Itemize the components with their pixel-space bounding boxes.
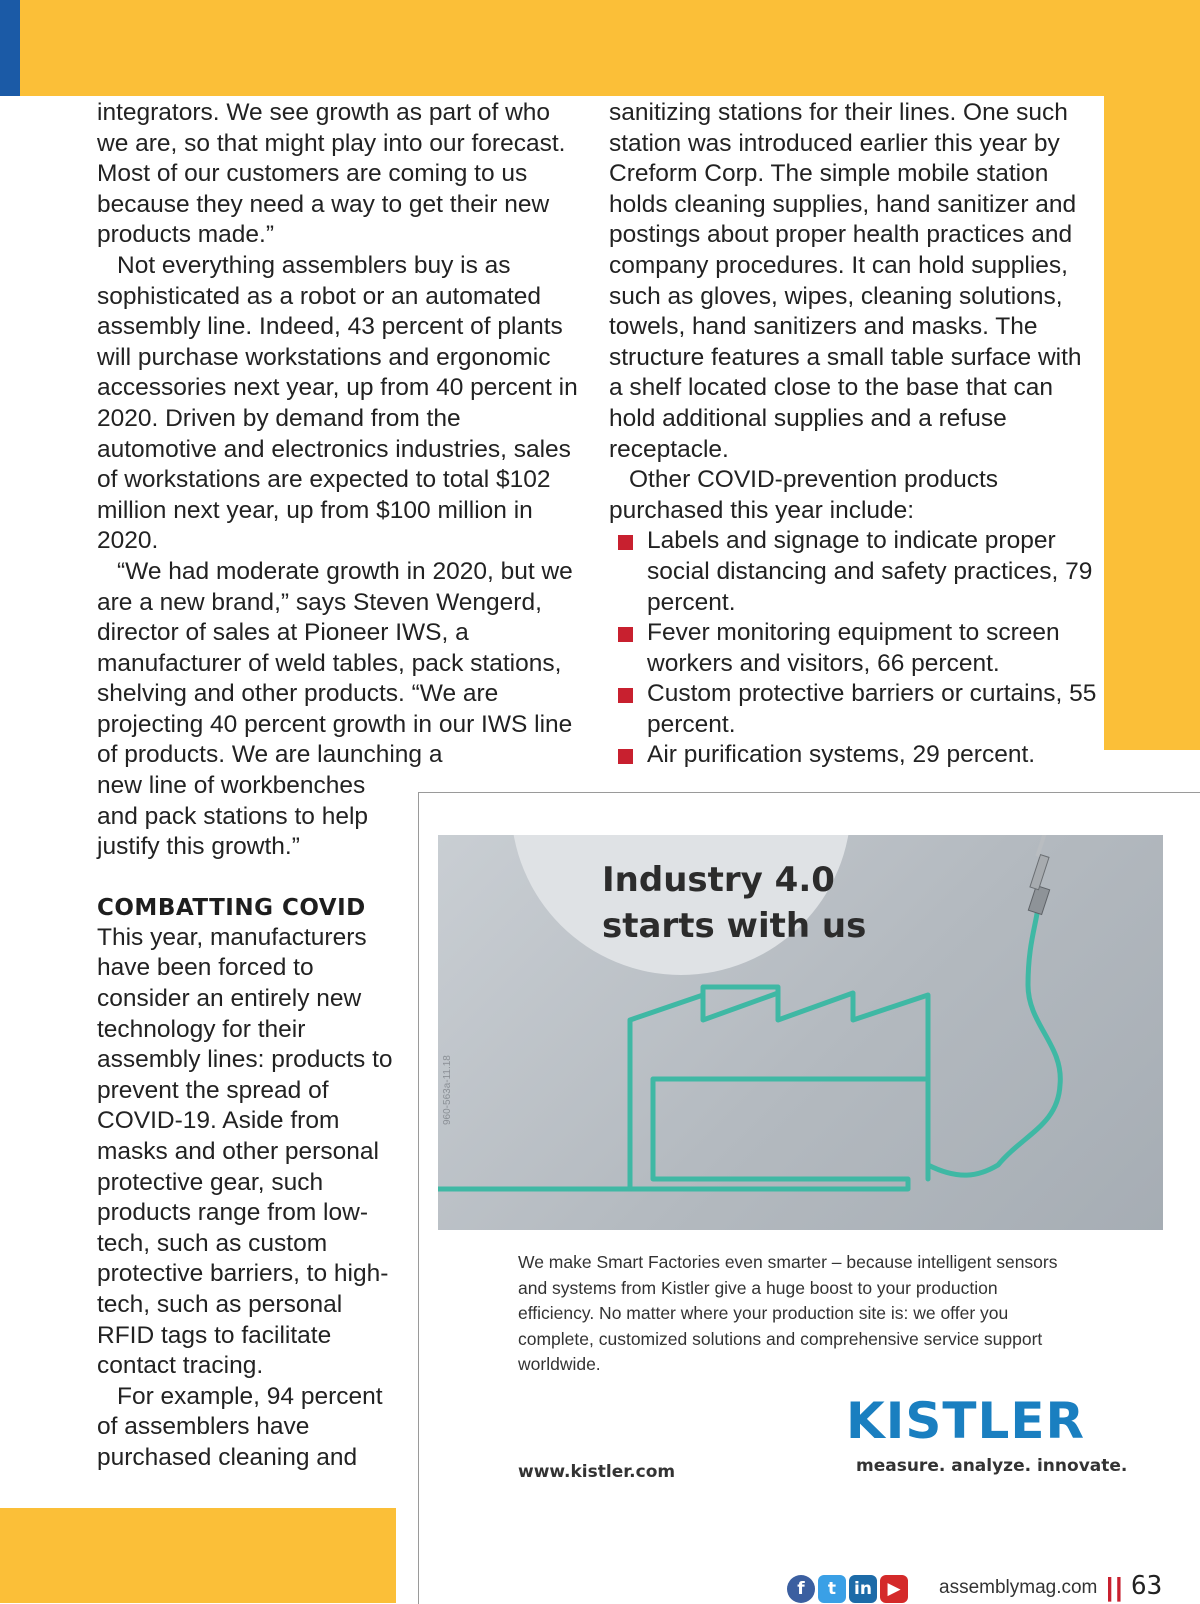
kistler-tagline: measure. analyze. innovate. — [856, 1456, 1128, 1476]
list-item: Custom protective barriers or curtains, 55 percent. — [609, 679, 1099, 740]
article-right-column — [609, 98, 1099, 771]
bullet-list — [609, 526, 1099, 771]
factory-sensor-cable-illustration — [438, 835, 1163, 1230]
youtube-icon[interactable]: ▶ — [880, 1575, 908, 1603]
top-yellow-band — [0, 0, 1200, 96]
ad-copy: We make Smart Factories even smarter – because intelligent sensors and systems from Kistler give a huge boost to your production efficiency. No matter where your production site is: we offer you complete, customized solutions and comprehensive service support worldwide. — [518, 1252, 1058, 1374]
paragraph: Not everything assemblers buy is as sophisticated as a robot or an automated assembly line. Indeed, 43 percent of plants will purchase workstations and ergonomic accessories next year, up from 40 percent in 2020. Driven by demand from the automotive and electronics industries, sales of workstations are expected to total $102 million next year, up from $100 million in 2020. — [97, 251, 578, 555]
section-heading: COMBATTING COVID — [97, 894, 366, 921]
paragraph: sanitizing stations for their lines. One such station was introduced earlier this year by Creform Corp. The simple mobile station holds cleaning supplies, hand sanitizer and postings about proper health practices and company procedures. It can hold supplies, such as gloves, wipes, cleaning solutions, towels, hand sanitizers and masks. The structure features a small table surface with a shelf located close to the base that can hold additional supplies and a refuse receptacle. — [609, 99, 1082, 463]
twitter-icon[interactable]: t — [818, 1575, 846, 1603]
paragraph: integrators. We see growth as part of who we are, so that might play into our forecast. Most of our customers are coming to us because they need a way to get their new products made.” — [97, 99, 566, 249]
social-icons — [787, 1575, 908, 1603]
paragraph: Other COVID-prevention products purchased this year include: — [609, 466, 999, 524]
footer-separator: || — [1106, 1572, 1125, 1602]
site-link[interactable]: assemblymag.com — [939, 1577, 1098, 1598]
kistler-logo[interactable]: KISTLER — [846, 1392, 1085, 1450]
sensor-probe — [1028, 835, 1049, 915]
bullet-square-icon — [618, 535, 633, 550]
bullet-square-icon — [618, 749, 633, 764]
bottom-yellow-band — [0, 1508, 396, 1603]
bullet-square-icon — [618, 627, 633, 642]
paragraph: “We had moderate growth in 2020, but we are a new brand,” says Steven Wengerd, director of sales at Pioneer IWS, a manufacturer of weld tables, pack stations, shelving and other products. “We are projecting 40 percent growth in our IWS line of products. We are launching a — [97, 557, 573, 769]
list-item: Labels and signage to indicate proper social distancing and safety practices, 79 percent. — [609, 526, 1099, 618]
blue-edge-strip — [0, 0, 20, 96]
paragraph: new line of workbenches and pack stations to help justify this growth.” — [97, 772, 369, 861]
ad-code: 960-563a-11.18 — [442, 1055, 453, 1125]
facebook-icon[interactable]: f — [787, 1575, 815, 1603]
list-item: Fever monitoring equipment to screen workers and visitors, 66 percent. — [609, 618, 1099, 679]
bullet-square-icon — [618, 688, 633, 703]
linkedin-icon[interactable]: in — [849, 1575, 877, 1603]
ad-headline: Industry 4.0 starts with us — [602, 860, 867, 946]
paragraph: This year, manufacturers have been forced to consider an entirely new technology for their assembly lines: products to prevent the spread of COVID-19. Aside from masks and other personal protective gear, such products range from low-tech, such as custom protective barriers, to high-tech, such as personal RFID tags to facilitate contact tracing. — [97, 923, 393, 1380]
ad-image[interactable] — [438, 835, 1163, 1230]
page-number: 63 — [1131, 1571, 1163, 1601]
list-item: Air purification systems, 29 percent. — [609, 740, 1099, 771]
paragraph: For example, 94 percent of assemblers have purchased cleaning and — [97, 1382, 383, 1471]
kistler-url-link[interactable]: www.kistler.com — [518, 1462, 676, 1482]
right-yellow-band — [1104, 0, 1200, 750]
